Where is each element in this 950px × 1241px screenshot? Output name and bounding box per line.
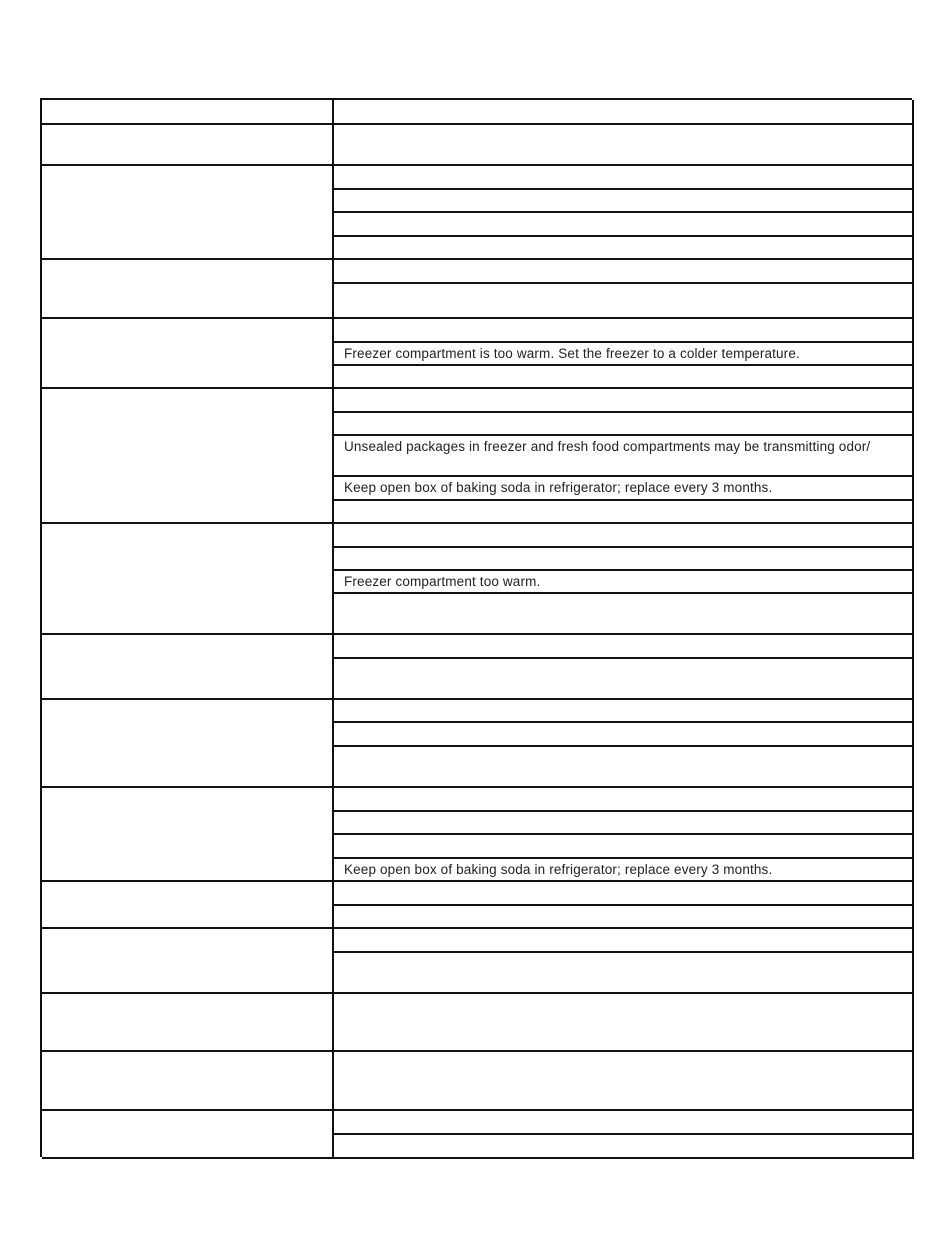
remedy-cell: [334, 548, 914, 571]
remedy-cell: [334, 659, 914, 700]
remedy-cell: [334, 635, 914, 659]
problem-cell: [42, 166, 334, 260]
remedy-cell: [334, 366, 914, 389]
remedy-cell: [334, 284, 914, 319]
remedy-cell: [334, 594, 914, 635]
remedy-cell: [334, 190, 914, 213]
problem-cell: [42, 1111, 334, 1159]
problem-cell: [42, 635, 334, 700]
remedy-text: Keep open box of baking soda in refrigerator; replace every 3 months.: [344, 480, 773, 495]
remedy-text: Keep open box of baking soda in refrigerator; replace every 3 months.: [344, 862, 773, 877]
problem-cell: [42, 994, 334, 1052]
remedy-cell: [334, 166, 914, 190]
remedy-text: Freezer compartment too warm.: [344, 574, 541, 589]
remedy-cell: [334, 237, 914, 260]
problem-cell: [42, 1052, 334, 1111]
remedy-cell: [334, 1052, 914, 1111]
remedy-cell: [334, 1135, 914, 1159]
remedy-cell: [334, 747, 914, 788]
remedy-cell: [334, 389, 914, 413]
problem-cell: [42, 125, 334, 166]
remedy-cell: [334, 213, 914, 237]
header-remedy-cell: [334, 100, 914, 125]
remedy-cell: [334, 788, 914, 812]
remedy-cell: [334, 929, 914, 953]
remedy-cell: [334, 260, 914, 284]
remedy-cell: [334, 524, 914, 548]
remedy-cell: [334, 125, 914, 166]
remedy-cell: [334, 1111, 914, 1135]
remedy-cell: [334, 343, 914, 366]
problem-cell: [42, 882, 334, 929]
remedy-cell: [334, 436, 914, 477]
problem-cell: [42, 788, 334, 882]
remedy-cell: [334, 994, 914, 1052]
remedy-cell: [334, 812, 914, 835]
remedy-cell: [334, 906, 914, 929]
problem-cell: [42, 319, 334, 389]
remedy-cell: [334, 700, 914, 723]
problem-cell: [42, 389, 334, 524]
troubleshooting-table: [40, 98, 912, 1157]
remedy-cell: [334, 413, 914, 436]
remedy-cell: [334, 835, 914, 859]
remedy-cell: [334, 882, 914, 906]
remedy-cell: [334, 571, 914, 594]
remedy-cell: [334, 723, 914, 747]
remedy-cell: [334, 319, 914, 343]
problem-cell: [42, 929, 334, 994]
remedy-cell: [334, 859, 914, 882]
problem-cell: [42, 260, 334, 319]
remedy-text: Freezer compartment is too warm. Set the freezer to a colder temperature.: [344, 346, 800, 361]
remedy-cell: [334, 501, 914, 524]
remedy-text: Unsealed packages in freezer and fresh food compartments may be transmitting odor/: [344, 439, 871, 454]
problem-cell: [42, 524, 334, 635]
problem-cell: [42, 700, 334, 788]
header-problem-cell: [42, 100, 334, 125]
remedy-cell: [334, 953, 914, 994]
remedy-cell: [334, 477, 914, 501]
